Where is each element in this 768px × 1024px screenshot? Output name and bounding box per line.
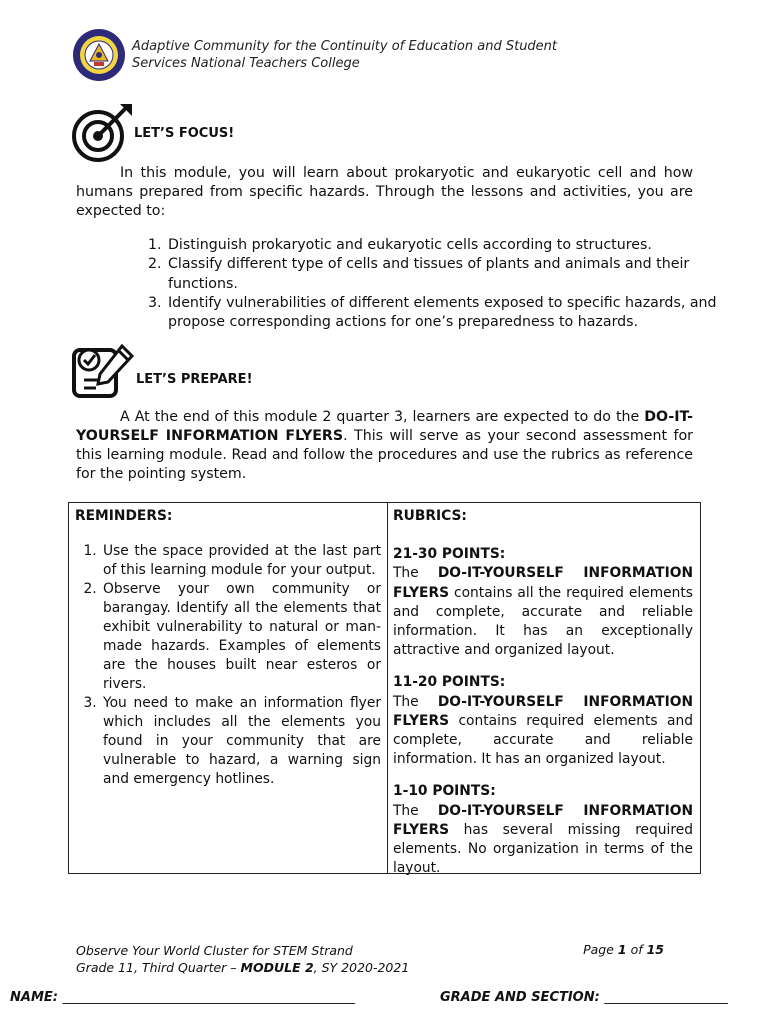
prepare-text-b: . This will serve as your second assessment for this learning module. Read and follow the procedures and use the rubrics as reference for the pointing system. — [76, 428, 693, 482]
rubric-text: The — [393, 693, 438, 710]
organization-name — [132, 38, 557, 72]
grade-section-line: ___________________ — [604, 990, 728, 1005]
objectives-list — [121, 236, 740, 332]
footer-line-2-c: , SY 2020-2021 — [313, 960, 410, 975]
rubrics-column — [393, 507, 693, 878]
rubric-points: 1-10 POINTS: — [393, 783, 496, 800]
rubric-bold: DO-IT-YOURSELF INFORMATION FLYERS — [393, 565, 693, 601]
rubric-text: has several missing required elements. No organization in terms of the layout. — [393, 821, 693, 877]
reminders-column — [75, 507, 381, 789]
name-field — [10, 990, 355, 1005]
rubric-item — [393, 545, 693, 660]
checklist-pencil-icon — [72, 340, 138, 404]
target-icon — [72, 102, 138, 162]
objective-item: 2. Classify different type of cells and tissues of plants and animals and their functions. — [166, 255, 740, 294]
rubric-item — [393, 782, 693, 878]
header — [72, 24, 712, 84]
rubric-bold: DO-IT-YOURSELF INFORMATION FLYERS — [393, 693, 693, 729]
name-line: _____________________________________________ — [62, 990, 355, 1005]
prepare-text — [76, 408, 693, 484]
footer-course-info — [76, 942, 409, 976]
focus-intro — [76, 164, 693, 221]
rubric-text: The — [393, 802, 438, 819]
reminders-rubrics-table — [68, 502, 701, 877]
reminders-list — [75, 542, 381, 789]
prepare-text-bold: DO-IT-YOURSELF INFORMATION FLYERS — [76, 409, 693, 444]
reminder-item: 2. Observe your own community or barangay. Identify all the elements that exhibit vulnerability to natural or man-made hazards. Examples of elements are the houses built near esteros or rivers. — [101, 580, 381, 694]
footer-line-2 — [76, 959, 409, 976]
grade-section-field — [440, 990, 728, 1005]
page-label: Page — [583, 942, 618, 957]
rubric-text: contains all the required elements and complete, accurate and reliable information. It has an exceptionally attractive and organized layout. — [393, 584, 693, 659]
rubrics-heading: RUBRICS: — [393, 508, 467, 524]
grade-section-label: GRADE AND SECTION: — [440, 990, 605, 1005]
org-line-2: Services National Teachers College — [132, 56, 360, 71]
reminder-item: 1. Use the space provided at the last part of this learning module for your output. — [101, 542, 381, 580]
reminders-heading: REMINDERS: — [75, 508, 173, 524]
page-number — [583, 942, 664, 957]
reminder-item: 3. You need to make an information flyer which includes all the elements you found in your community that are vulnerable to hazard, a warning sign and emergency hotlines. — [101, 694, 381, 789]
rubric-points: 11-20 POINTS: — [393, 674, 506, 691]
table-divider — [387, 503, 388, 873]
name-label: NAME: — [10, 990, 63, 1005]
footer-line-1: Observe Your World Cluster for STEM Strand — [76, 943, 353, 958]
page-of: of — [626, 942, 647, 957]
rubric-points: 21-30 POINTS: — [393, 546, 506, 563]
footer-module: MODULE 2 — [240, 960, 314, 975]
prepare-title: LET’S PREPARE! — [136, 372, 253, 387]
rubric-item — [393, 673, 693, 769]
prepare-text-a: A At the end of this module 2 quarter 3, learners are expected to do the — [120, 409, 645, 425]
org-line-1: Adaptive Community for the Continuity of Education and Student — [132, 39, 558, 54]
objective-item: 1. Distinguish prokaryotic and eukaryotic cells according to structures. — [166, 236, 740, 255]
focus-intro-text: In this module, you will learn about prokaryotic and eukaryotic cell and how humans prepared from specific hazards. Through the lessons and activities, you are expected to: — [76, 165, 693, 219]
focus-title: LET’S FOCUS! — [134, 126, 235, 141]
rubric-bold: DO-IT-YOURSELF INFORMATION FLYERS — [393, 802, 693, 838]
rubric-text: contains required elements and complete, accurate and reliable information. It has an organized layout. — [393, 712, 693, 768]
page-total: 15 — [646, 942, 664, 957]
rubric-text: The — [393, 565, 438, 582]
page-current: 1 — [617, 942, 627, 957]
footer-line-2-a: Grade 11, Third Quarter – — [76, 960, 241, 975]
objective-item: 3. Identify vulnerabilities of different elements exposed to specific hazards, and propose corresponding actions for one’s preparedness to hazards. — [166, 294, 740, 333]
college-seal-icon — [72, 28, 126, 82]
